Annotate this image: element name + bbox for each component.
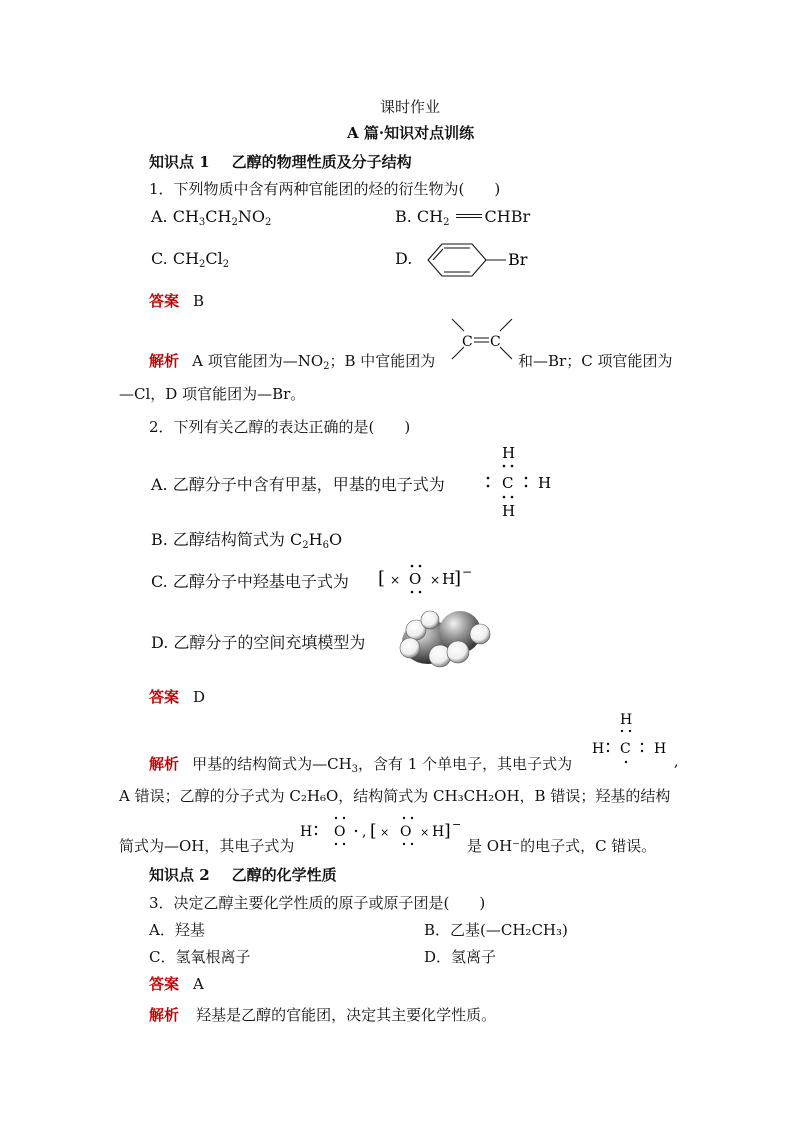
svg-text:H: H bbox=[538, 474, 552, 492]
knowledge-point-2 bbox=[149, 864, 337, 885]
q2-analysis-line3: 简式为—OH，其电子式为 bbox=[119, 837, 295, 855]
hydroxyl-electron-formula-icon bbox=[376, 558, 486, 598]
q2-option-b: B. 乙醇结构简式为 $C_2H_6O$ bbox=[151, 530, 343, 551]
svg-text:−: − bbox=[452, 818, 462, 831]
svg-text:H: H bbox=[300, 824, 313, 840]
double-bond-icon bbox=[456, 214, 482, 218]
ethanol-space-filling-model-icon bbox=[398, 608, 492, 670]
q3-analysis: 解析 羟基是乙醇的官能团，决定其主要化学性质。 bbox=[149, 1006, 497, 1024]
q1-stem: 1．下列物质中含有两种官能团的烃的衍生物为( ) bbox=[149, 180, 501, 198]
svg-text:[: [ bbox=[370, 821, 377, 841]
q3-option-a: A．羟基 bbox=[149, 921, 205, 939]
svg-text:H: H bbox=[592, 741, 605, 757]
q3-option-d: D．氢离子 bbox=[424, 948, 497, 966]
svg-text:C: C bbox=[490, 334, 501, 350]
svg-text:H: H bbox=[502, 502, 516, 520]
q1-option-a: A. $CH_3CH_2NO_2$ bbox=[151, 207, 272, 228]
methyl-electron-formula-analysis-icon bbox=[590, 708, 680, 780]
kp1-label: 知识点 1 bbox=[149, 153, 210, 171]
q3-stem: 3．决定乙醇主要化学性质的原子或原子团是( ) bbox=[149, 894, 486, 912]
carbon-double-bond-icon bbox=[446, 315, 518, 367]
svg-text:×: × bbox=[380, 826, 390, 839]
svg-text:H: H bbox=[654, 741, 667, 757]
kp1-title: 乙醇的物理性质及分子结构 bbox=[231, 153, 412, 171]
q3-option-b: B．乙基(—CH₂CH₃) bbox=[424, 921, 568, 939]
svg-text:H: H bbox=[432, 824, 445, 840]
svg-text:×: × bbox=[420, 826, 430, 839]
svg-text:Br: Br bbox=[508, 250, 528, 269]
q2-option-c: C. 乙醇分子中羟基电子式为 bbox=[151, 572, 349, 591]
q1-option-c: C. $CH_2Cl_2$ bbox=[151, 249, 230, 270]
svg-text:O: O bbox=[334, 824, 346, 840]
q3-answer: 答案 A bbox=[149, 975, 204, 993]
q3-option-c: C．氢氧根离子 bbox=[149, 948, 251, 966]
q1-analysis: 解析 A 项官能团为$—NO_2$；B 中官能团为 bbox=[149, 352, 436, 372]
q1-option-b: B. $CH_2$ CHBr bbox=[395, 207, 531, 228]
kp2-title: 乙醇的化学性质 bbox=[231, 866, 337, 884]
q2-option-a: A. 乙醇分子中含有甲基，甲基的电子式为 bbox=[151, 475, 445, 494]
knowledge-point-1 bbox=[149, 151, 412, 172]
q2-stem: 2．下列有关乙醇的表达正确的是( ) bbox=[149, 418, 411, 436]
q2-analysis-line3-cont: 是 OH⁻的电子式，C 错误。 bbox=[467, 837, 657, 855]
svg-text:O: O bbox=[409, 570, 422, 588]
svg-text:−: − bbox=[462, 565, 473, 579]
svg-text:O: O bbox=[400, 824, 412, 840]
q2-option-d: D. 乙醇分子的空间充填模型为 bbox=[151, 633, 366, 652]
svg-text:H: H bbox=[442, 570, 456, 588]
svg-text:×: × bbox=[430, 573, 441, 587]
q1-analysis-cont: 和—Br；C 项官能团为 bbox=[518, 352, 673, 370]
svg-text:H: H bbox=[620, 712, 633, 728]
svg-text:[: [ bbox=[378, 568, 386, 589]
q2-analysis-line1: 解析 甲基的结构简式为$—CH_3$，含有 1 个单电子，其电子式为 bbox=[149, 755, 573, 775]
svg-text:]: ] bbox=[454, 568, 462, 589]
section-title: A 篇·知识对点训练 bbox=[347, 124, 475, 142]
page-title: 课时作业 bbox=[380, 98, 441, 116]
q1-option-d: D. bbox=[395, 249, 413, 268]
hydroxyl-electron-formula-analysis-icon bbox=[298, 812, 466, 852]
svg-text:C: C bbox=[620, 741, 631, 757]
svg-text:,: , bbox=[674, 754, 679, 770]
q2-answer: 答案 D bbox=[149, 688, 206, 706]
q2-analysis-line2: A 错误；乙醇的分子式为 C₂H₆O，结构简式为 CH₃CH₂OH，B 错误；羟基的结构 bbox=[119, 787, 671, 805]
svg-text:C: C bbox=[502, 474, 514, 492]
q1-answer: 答案 B bbox=[149, 292, 205, 310]
svg-text:]: ] bbox=[444, 821, 451, 841]
svg-text:×: × bbox=[390, 573, 401, 587]
svg-text:,: , bbox=[362, 824, 367, 840]
kp2-label: 知识点 2 bbox=[149, 866, 210, 884]
svg-text:H: H bbox=[502, 444, 516, 462]
bromobenzene-structure-icon bbox=[426, 238, 536, 282]
svg-text:C: C bbox=[462, 334, 473, 350]
methyl-electron-formula-icon bbox=[482, 442, 562, 522]
q1-analysis-line2: —Cl，D 项官能团为—Br。 bbox=[119, 385, 306, 403]
